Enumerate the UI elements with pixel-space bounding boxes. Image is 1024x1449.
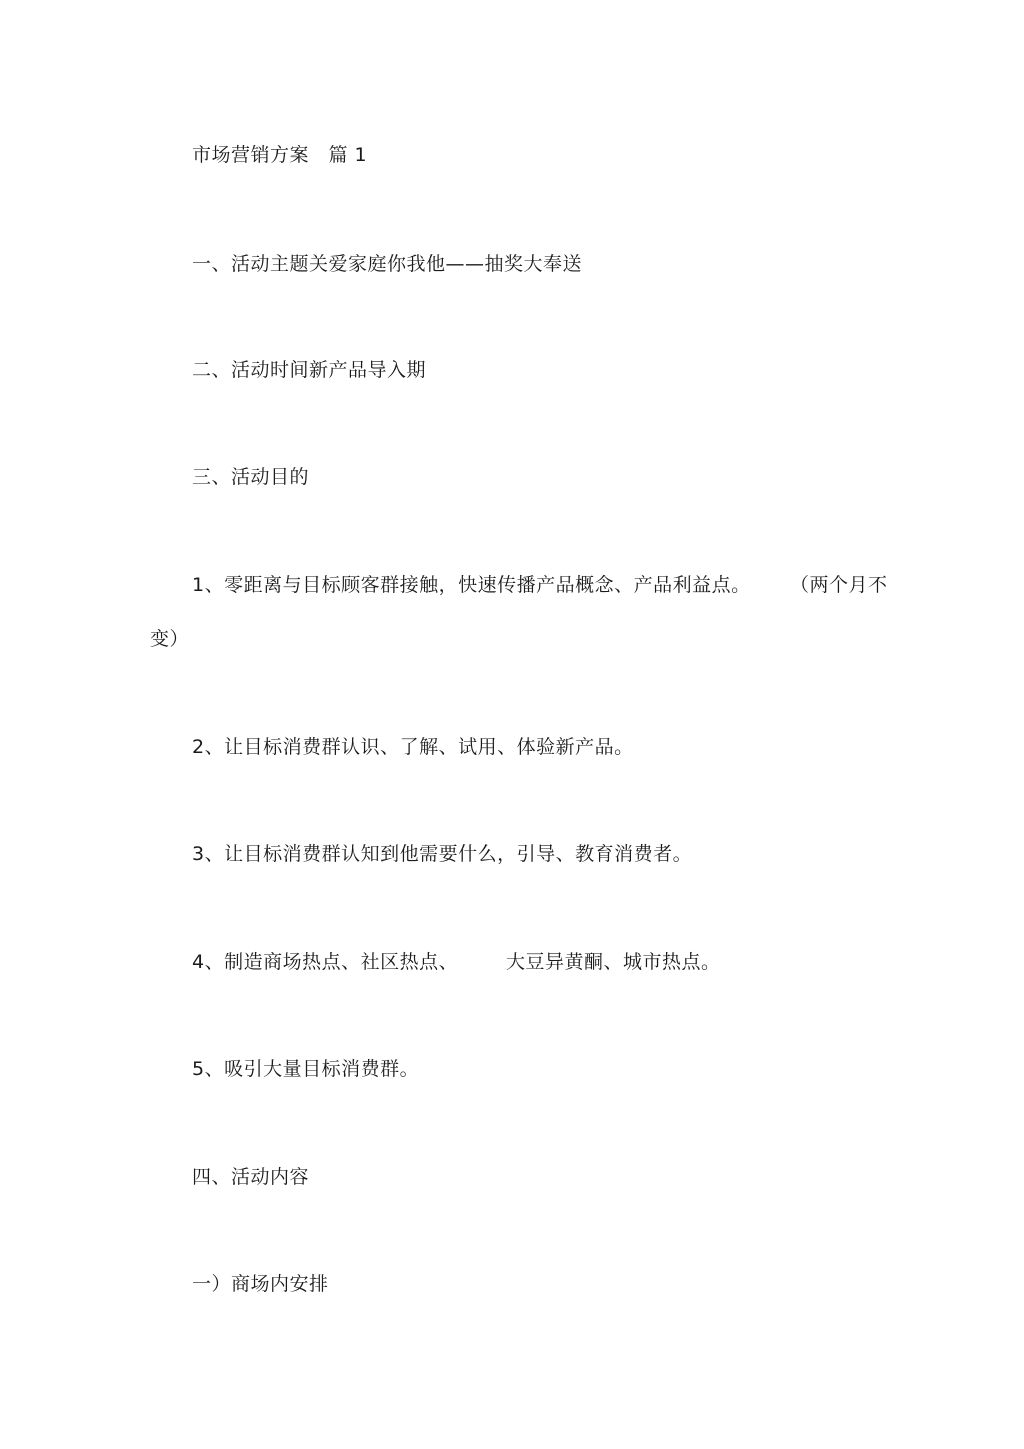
subsection-mall-arrangement: 一）商场内安排 — [192, 1273, 329, 1295]
activity-time: 二、活动时间新产品导入期 — [192, 359, 427, 381]
content-heading: 四、活动内容 — [192, 1166, 310, 1188]
document-title: 市场营销方案 篇 1 — [192, 144, 368, 166]
purpose-item-3: 3、让目标消费群认知到他需要什么，引导、教育消费者。 — [192, 843, 693, 865]
purpose-heading: 三、活动目的 — [192, 466, 310, 488]
purpose-item-4: 4、制造商场热点、社区热点、 — [192, 951, 459, 973]
purpose-item-1-continuation: 变） — [150, 628, 190, 650]
purpose-item-4-continuation: 大豆异黄酮、城市热点。 — [506, 951, 721, 973]
purpose-item-2: 2、让目标消费群认识、了解、试用、体验新产品。 — [192, 736, 634, 758]
purpose-item-1: 1、零距离与目标顾客群接触，快速传播产品概念、产品利益点。 — [192, 574, 751, 596]
activity-theme: 一、活动主题关爱家庭你我他——抽奖大奉送 — [192, 253, 583, 275]
purpose-item-1-note: （两个月不 — [790, 574, 888, 596]
purpose-item-5: 5、吸引大量目标消费群。 — [192, 1058, 420, 1080]
